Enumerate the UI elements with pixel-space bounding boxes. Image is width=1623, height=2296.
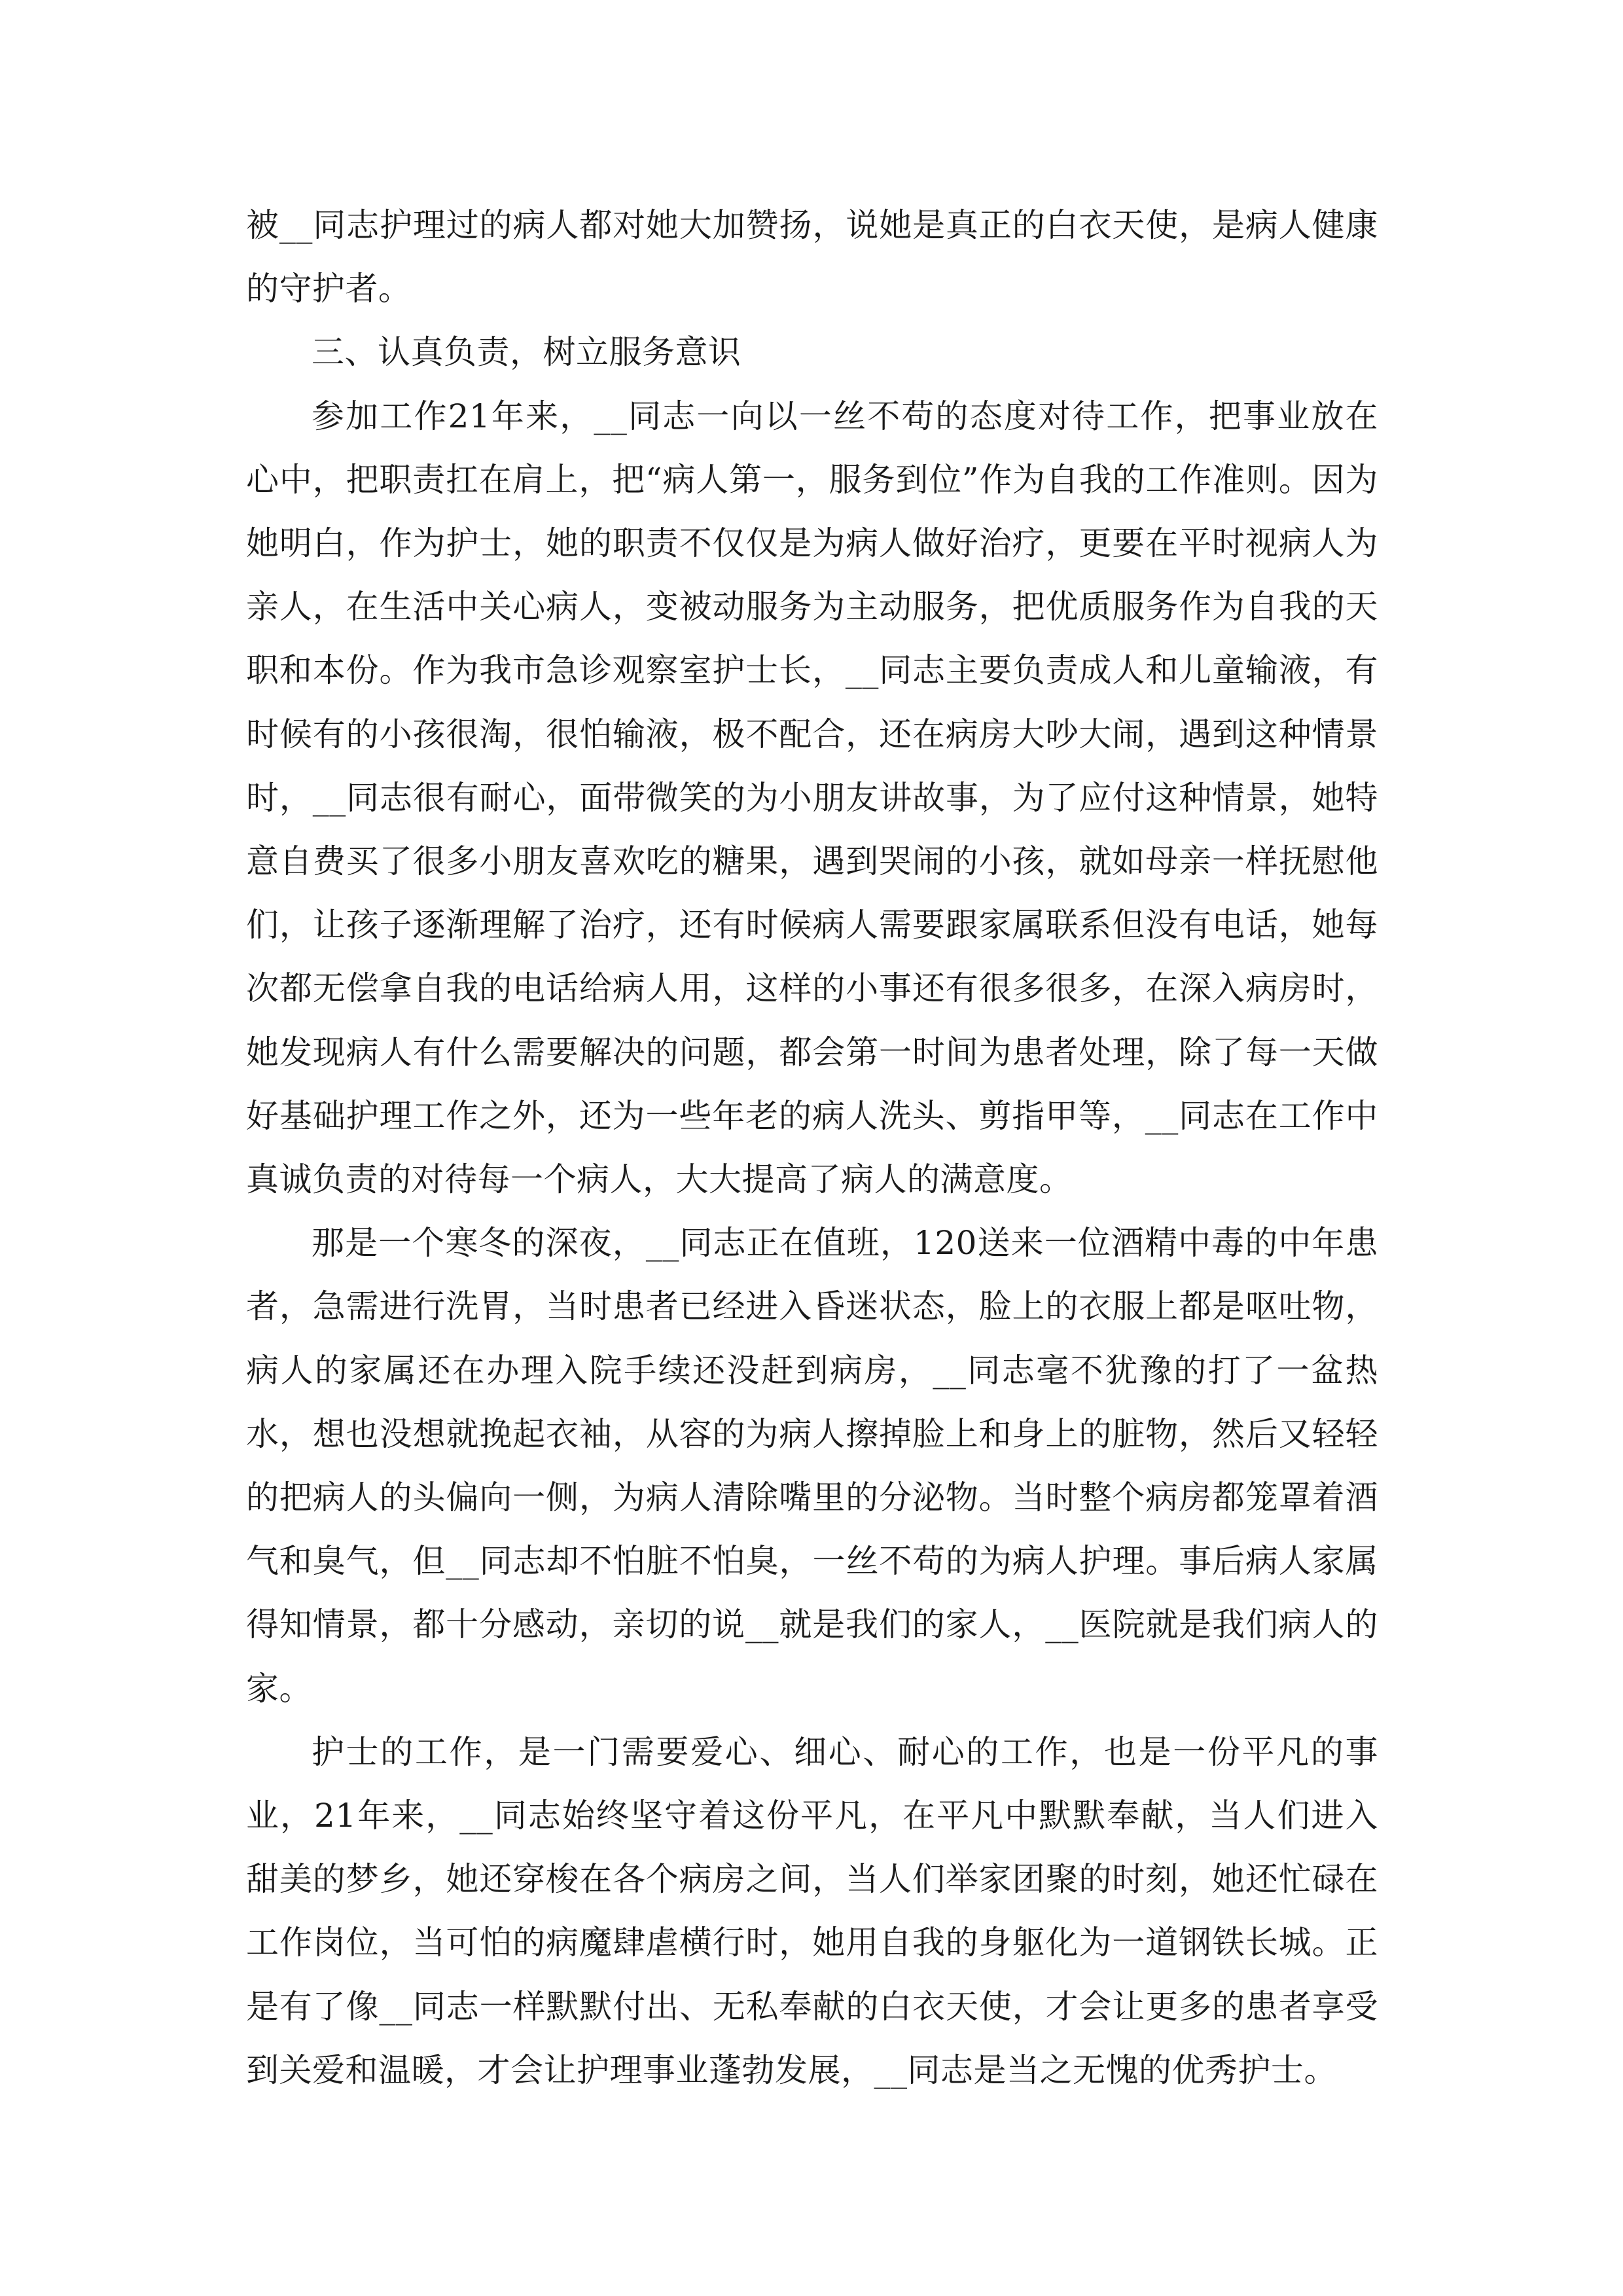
paragraph: 那是一个寒冬的深夜，__同志正在值班，120送来一位酒精中毒的中年患者，急需进行洗胃，当时患者已经进入昏迷状态，脸上的衣服上都是呕吐物，病人的家属还在办理入院手续还没赶到病房，__同志毫不犹豫的打了一盆热水，想也没想就挽起衣袖，从容的为病人擦掉脸上和身上的脏物，然后又轻轻的把病人的头偏向一侧，为病人清除嘴里的分泌物。当时整个病房都笼罩着酒气和臭气，但__同志却不怕脏不怕臭，一丝不苟的为病人护理。事后病人家属得知情景，都十分感动，亲切的说__就是我们的家人，__医院就是我们病人的家。: [246, 1224, 1378, 1708]
paragraph: 参加工作21年来，__同志一向以一丝不苟的态度对待工作，把事业放在心中，把职责扛在肩上，把“病人第一，服务到位”作为自我的工作准则。因为她明白，作为护士，她的职责不仅仅是为病人做好治疗，更要在平时视病人为亲人，在生活中关心病人，变被动服务为主动服务，把优质服务作为自我的天职和本份。作为我市急诊观察室护士长，__同志主要负责成人和儿童输液，有时候有的小孩很淘，很怕输液，极不配合，还在病房大吵大闹，遇到这种情景时，__同志很有耐心，面带微笑的为小朋友讲故事，为了应付这种情景，她特意自费买了很多小朋友喜欢吃的糖果，遇到哭闹的小孩，就如母亲一样抚慰他们，让孩子逐渐理解了治疗，还有时候病人需要跟家属联系但没有电话，她每次都无偿拿自我的电话给病人用，这样的小事还有很多很多，在深入病房时，她发现病人有什么需要解决的问题，都会第一时间为患者处理，除了每一天做好基础护理工作之外，还为一些年老的病人洗头、剪指甲等，__同志在工作中真诚负责的对待每一个病人，大大提高了病人的满意度。: [246, 397, 1378, 1199]
paragraph: 护士的工作，是一门需要爱心、细心、耐心的工作，也是一份平凡的事业，21年来，__同志始终坚守着这份平凡，在平凡中默默奉献，当人们进入甜美的梦乡，她还穿梭在各个病房之间，当人们举家团聚的时刻，她还忙碌在工作岗位，当可怕的病魔肆虐横行时，她用自我的身躯化为一道钢铁长城。正是有了像__同志一样默默付出、无私奉献的白衣天使，才会让更多的患者享受到关爱和温暖，才会让护理事业蓬勃发展，__同志是当之无愧的优秀护士。: [246, 1732, 1378, 2089]
document-body: [246, 194, 1378, 2102]
section-heading: 三、认真负责，树立服务意识: [312, 333, 741, 372]
paragraph-continuation: 被__同志护理过的病人都对她大加赞扬，说她是真正的白衣天使，是病人健康的守护者。: [246, 206, 1378, 308]
